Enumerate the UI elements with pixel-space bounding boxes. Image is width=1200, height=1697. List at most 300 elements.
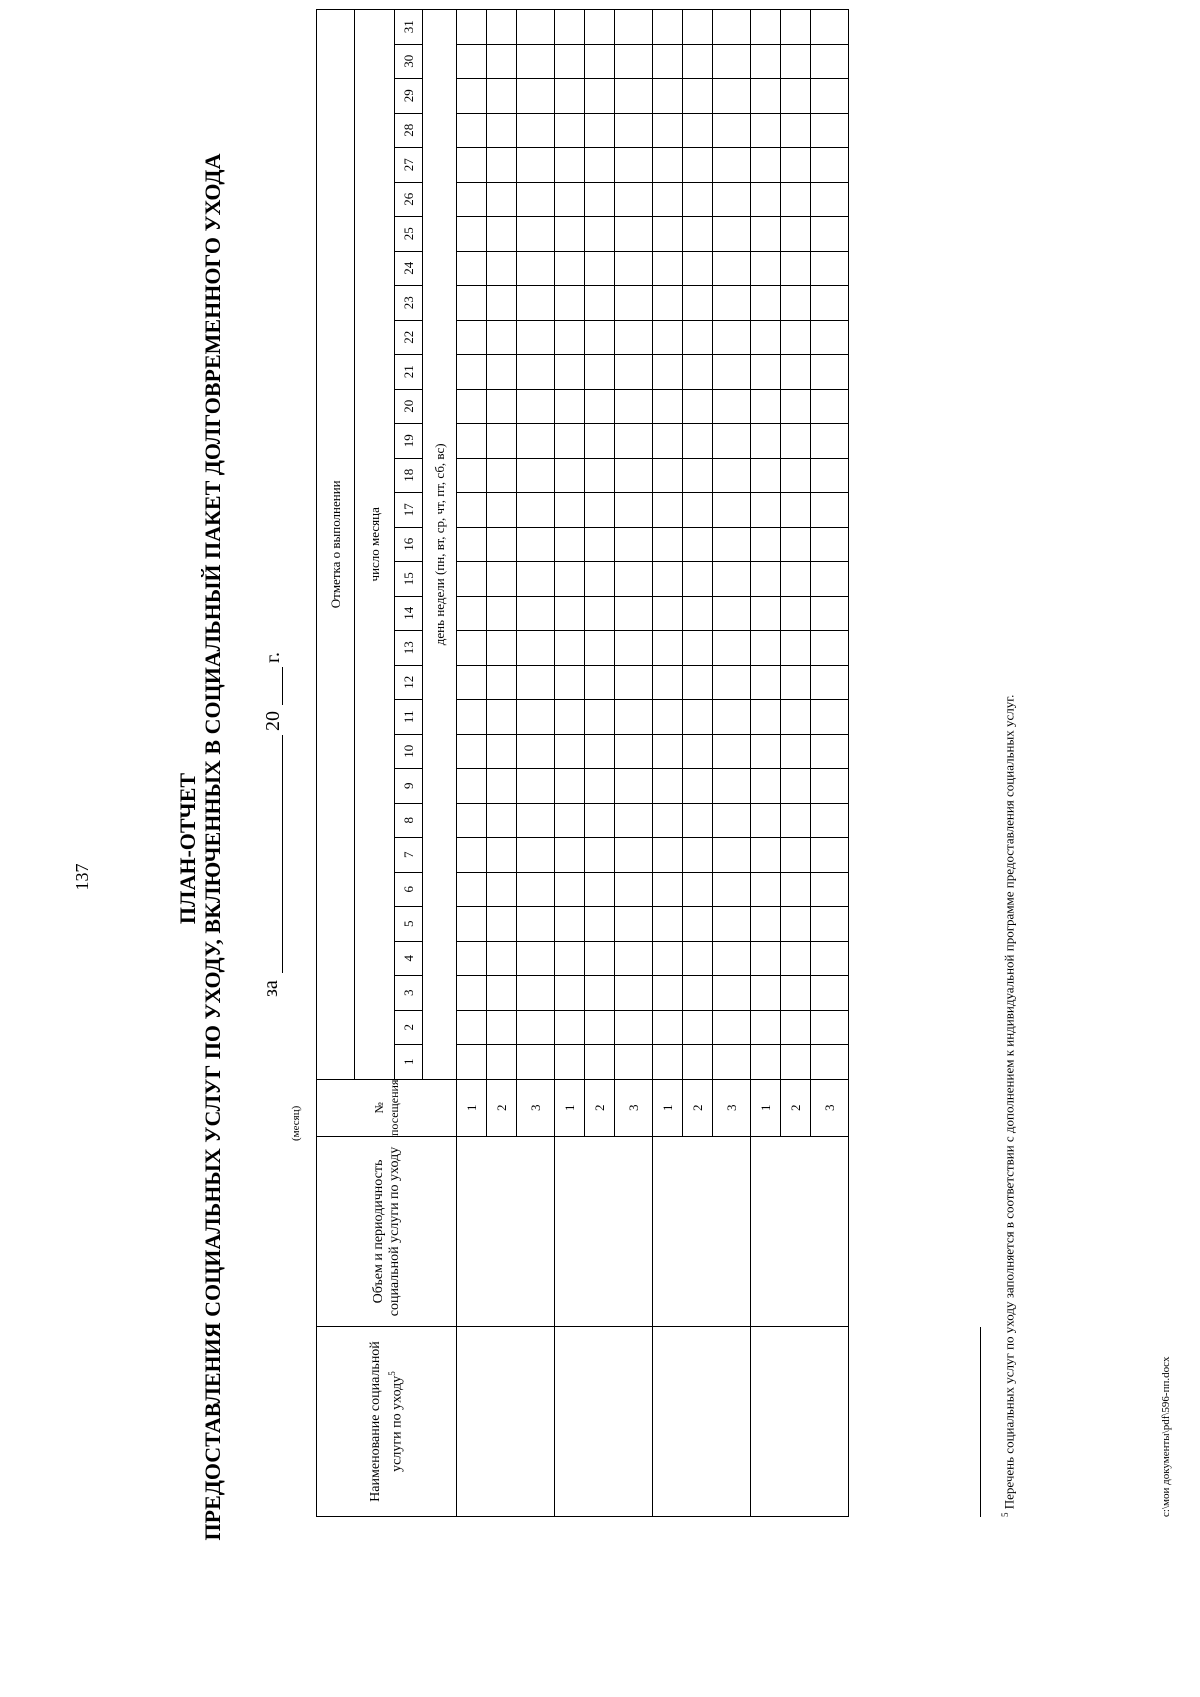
mark-cell [713,596,751,631]
year-prefix: 20 [262,711,284,731]
mark-cell [555,803,585,838]
mark-cell [615,44,653,79]
mark-cell [487,734,517,769]
mark-cell [517,631,555,666]
visit-number-cell: 3 [713,1079,751,1136]
mark-cell [713,148,751,183]
mark-cell [653,562,683,597]
file-path: c:\мои документы\pdf\596-пп.docx [1160,1356,1172,1517]
mark-cell [653,596,683,631]
mark-cell [781,941,811,976]
mark-cell [585,976,615,1011]
mark-cell [811,665,849,700]
mark-cell [751,665,781,700]
mark-cell [555,389,585,424]
mark-cell [585,941,615,976]
mark-cell [781,217,811,252]
day-number-cell: 21 [395,355,423,390]
header-day-of-month: число месяца [355,10,395,1080]
mark-cell [487,44,517,79]
mark-cell [555,734,585,769]
mark-cell [811,424,849,459]
visit-number-cell: 2 [487,1079,517,1136]
footnote-marker: 5 [1000,1512,1010,1517]
service-volume-cell [457,1137,555,1327]
mark-cell [653,286,683,321]
mark-cell [615,631,653,666]
mark-cell [555,217,585,252]
mark-cell [585,389,615,424]
mark-cell [683,596,713,631]
service-name-cell [653,1327,751,1517]
mark-cell [517,251,555,286]
month-blank-line [282,735,283,973]
mark-cell [555,251,585,286]
mark-cell [781,113,811,148]
mark-cell [811,389,849,424]
mark-cell [555,941,585,976]
mark-cell [457,665,487,700]
service-volume-cell [751,1137,849,1327]
mark-cell [555,872,585,907]
mark-cell [487,803,517,838]
mark-cell [781,769,811,804]
mark-cell [487,596,517,631]
mark-cell [555,838,585,873]
mark-cell [713,838,751,873]
mark-cell [517,700,555,735]
mark-cell [713,907,751,942]
mark-cell [751,79,781,114]
mark-cell [653,665,683,700]
mark-cell [713,44,751,79]
mark-cell [615,838,653,873]
mark-cell [457,562,487,597]
mark-cell [683,217,713,252]
mark-cell [811,838,849,873]
mark-cell [615,389,653,424]
mark-cell [811,907,849,942]
mark-cell [457,769,487,804]
mark-cell [517,182,555,217]
mark-cell [811,320,849,355]
mark-cell [555,631,585,666]
visit-number-cell: 2 [781,1079,811,1136]
mark-cell [457,941,487,976]
mark-cell [751,907,781,942]
day-number-cell: 23 [395,286,423,321]
mark-cell [555,562,585,597]
day-number-cell: 29 [395,79,423,114]
mark-cell [457,79,487,114]
mark-cell [713,389,751,424]
mark-cell [585,148,615,183]
mark-cell [517,803,555,838]
mark-cell [683,320,713,355]
mark-cell [457,320,487,355]
page-number: 137 [72,863,92,891]
mark-cell [713,803,751,838]
mark-cell [713,493,751,528]
mark-cell [683,251,713,286]
mark-cell [555,10,585,45]
mark-cell [751,734,781,769]
mark-cell [555,320,585,355]
mark-cell [713,665,751,700]
mark-cell [683,355,713,390]
mark-cell [517,493,555,528]
mark-cell [751,872,781,907]
mark-cell [457,872,487,907]
mark-cell [585,734,615,769]
service-row [653,10,683,1517]
mark-cell [585,562,615,597]
mark-cell [781,286,811,321]
visit-number-cell: 3 [615,1079,653,1136]
mark-cell [751,389,781,424]
mark-cell [517,286,555,321]
mark-cell [555,907,585,942]
mark-cell [457,907,487,942]
mark-cell [781,493,811,528]
mark-cell [585,872,615,907]
mark-cell [781,700,811,735]
day-number-cell: 20 [395,389,423,424]
mark-cell [585,803,615,838]
day-number-cell: 6 [395,872,423,907]
mark-cell [585,838,615,873]
mark-cell [781,355,811,390]
mark-cell [713,941,751,976]
mark-cell [653,79,683,114]
mark-cell [781,562,811,597]
mark-cell [713,458,751,493]
day-number-cell: 28 [395,113,423,148]
day-number-cell: 17 [395,493,423,528]
mark-cell [683,10,713,45]
mark-cell [713,527,751,562]
day-number-cell: 13 [395,631,423,666]
mark-cell [457,596,487,631]
mark-cell [615,113,653,148]
mark-cell [683,907,713,942]
mark-cell [487,182,517,217]
mark-cell [457,976,487,1011]
mark-cell [811,113,849,148]
mark-cell [683,148,713,183]
mark-cell [585,665,615,700]
mark-cell [751,251,781,286]
mark-cell [615,734,653,769]
mark-cell [555,665,585,700]
mark-cell [517,113,555,148]
header-weekday: день недели (пн, вт, ср, чт, пт, сб, вс) [423,10,457,1080]
mark-cell [615,217,653,252]
mark-cell [751,700,781,735]
mark-cell [517,665,555,700]
service-row [555,10,585,1517]
mark-cell [683,769,713,804]
mark-cell [457,1010,487,1045]
mark-cell [811,769,849,804]
month-note: (месяц) [290,1105,302,1141]
mark-cell [585,251,615,286]
mark-cell [615,355,653,390]
mark-cell [751,562,781,597]
mark-cell [555,769,585,804]
mark-cell [457,389,487,424]
mark-cell [517,1045,555,1080]
mark-cell [653,424,683,459]
mark-cell [517,527,555,562]
mark-cell [615,1010,653,1045]
mark-cell [653,803,683,838]
mark-cell [555,1045,585,1080]
mark-cell [585,10,615,45]
mark-cell [615,803,653,838]
mark-cell [517,907,555,942]
day-number-cell: 9 [395,769,423,804]
mark-cell [811,148,849,183]
mark-cell [457,217,487,252]
service-name-cell [457,1327,555,1517]
mark-cell [653,527,683,562]
mark-cell [487,251,517,286]
mark-cell [781,976,811,1011]
mark-cell [811,182,849,217]
mark-cell [751,803,781,838]
footnote-ref: 5 [386,1371,397,1376]
service-volume-cell [653,1137,751,1327]
mark-cell [653,700,683,735]
mark-cell [751,976,781,1011]
mark-cell [653,907,683,942]
title-line-2: ПРЕДОСТАВЛЕНИЯ СОЦИАЛЬНЫХ УСЛУГ ПО УХОДУ, ВКЛЮЧЕННЫХ В СОЦИАЛЬНЫЙ ПАКЕТ ДОЛГОВРЕМЕННОГО УХОДА [200,153,225,1541]
mark-cell [683,838,713,873]
mark-cell [811,1010,849,1045]
mark-cell [713,355,751,390]
mark-cell [555,44,585,79]
mark-cell [615,493,653,528]
mark-cell [713,1045,751,1080]
visit-number-cell: 1 [653,1079,683,1136]
mark-cell [517,562,555,597]
mark-cell [781,907,811,942]
mark-cell [487,79,517,114]
mark-cell [615,527,653,562]
day-number-cell: 3 [395,976,423,1011]
mark-cell [585,769,615,804]
mark-cell [585,1045,615,1080]
mark-cell [457,182,487,217]
mark-cell [585,1010,615,1045]
mark-cell [653,1010,683,1045]
period-prefix: за [260,980,282,997]
mark-cell [653,631,683,666]
mark-cell [713,424,751,459]
mark-cell [517,320,555,355]
mark-cell [781,527,811,562]
mark-cell [517,976,555,1011]
mark-cell [585,458,615,493]
day-number-cell: 12 [395,665,423,700]
mark-cell [555,700,585,735]
mark-cell [811,251,849,286]
mark-cell [615,251,653,286]
mark-cell [811,976,849,1011]
visit-number-cell: 3 [811,1079,849,1136]
mark-cell [517,838,555,873]
mark-cell [751,941,781,976]
mark-cell [751,424,781,459]
mark-cell [751,148,781,183]
mark-cell [585,355,615,390]
mark-cell [781,251,811,286]
mark-cell [683,113,713,148]
mark-cell [517,872,555,907]
mark-cell [653,251,683,286]
mark-cell [457,44,487,79]
mark-cell [517,217,555,252]
day-number-cell: 8 [395,803,423,838]
mark-cell [585,700,615,735]
mark-cell [457,286,487,321]
mark-cell [487,424,517,459]
mark-cell [517,941,555,976]
service-row [751,10,781,1517]
mark-cell [615,320,653,355]
mark-cell [683,941,713,976]
mark-cell [585,320,615,355]
mark-cell [713,113,751,148]
mark-cell [457,493,487,528]
header-row-1 [317,10,355,1517]
mark-cell [487,286,517,321]
mark-cell [751,355,781,390]
mark-cell [615,596,653,631]
mark-cell [615,562,653,597]
mark-cell [615,769,653,804]
mark-cell [713,976,751,1011]
mark-cell [517,1010,555,1045]
mark-cell [517,10,555,45]
day-number-cell: 7 [395,838,423,873]
day-number-cell: 25 [395,217,423,252]
header-visit-number: № посещения [317,1079,457,1136]
visit-number-cell: 2 [683,1079,713,1136]
mark-cell [751,182,781,217]
mark-cell [811,493,849,528]
mark-cell [751,1045,781,1080]
mark-cell [653,769,683,804]
mark-cell [653,976,683,1011]
day-number-cell: 16 [395,527,423,562]
day-number-cell: 10 [395,734,423,769]
day-number-cell: 31 [395,10,423,45]
mark-cell [713,10,751,45]
mark-cell [713,320,751,355]
mark-cell [781,389,811,424]
mark-cell [811,527,849,562]
mark-cell [487,10,517,45]
mark-cell [653,734,683,769]
mark-cell [811,700,849,735]
mark-cell [653,182,683,217]
mark-cell [683,562,713,597]
mark-cell [811,631,849,666]
mark-cell [781,872,811,907]
mark-cell [487,527,517,562]
mark-cell [781,182,811,217]
visit-number-cell: 1 [751,1079,781,1136]
mark-cell [555,79,585,114]
mark-cell [811,355,849,390]
mark-cell [751,320,781,355]
mark-cell [555,355,585,390]
mark-cell [811,458,849,493]
mark-cell [615,286,653,321]
mark-cell [751,596,781,631]
mark-cell [811,1045,849,1080]
day-number-cell: 18 [395,458,423,493]
mark-cell [653,217,683,252]
visit-number-cell: 1 [555,1079,585,1136]
mark-cell [457,838,487,873]
mark-cell [487,976,517,1011]
mark-cell [487,872,517,907]
mark-cell [457,10,487,45]
mark-cell [487,389,517,424]
mark-cell [517,596,555,631]
mark-cell [487,941,517,976]
mark-cell [751,1010,781,1045]
mark-cell [457,251,487,286]
mark-cell [517,734,555,769]
mark-cell [585,113,615,148]
mark-cell [751,527,781,562]
mark-cell [517,79,555,114]
mark-cell [555,976,585,1011]
header-volume: Объем и периодичность социальной услуги по уходу [317,1137,457,1327]
mark-cell [751,10,781,45]
day-number-cell: 22 [395,320,423,355]
mark-cell [713,872,751,907]
mark-cell [683,700,713,735]
day-number-cell: 14 [395,596,423,631]
mark-cell [585,424,615,459]
mark-cell [811,562,849,597]
mark-cell [781,44,811,79]
mark-cell [653,10,683,45]
service-name-cell [555,1327,653,1517]
mark-cell [517,389,555,424]
mark-cell [487,700,517,735]
mark-cell [487,148,517,183]
day-number-cell: 11 [395,700,423,735]
visit-number-cell: 2 [585,1079,615,1136]
year-suffix: г. [262,652,284,663]
mark-cell [585,286,615,321]
mark-cell [615,941,653,976]
footnote [1000,117,1017,1517]
mark-cell [751,458,781,493]
mark-cell [517,148,555,183]
mark-cell [781,424,811,459]
mark-cell [555,1010,585,1045]
mark-cell [615,700,653,735]
day-number-cell: 30 [395,44,423,79]
day-number-cell: 2 [395,1010,423,1045]
